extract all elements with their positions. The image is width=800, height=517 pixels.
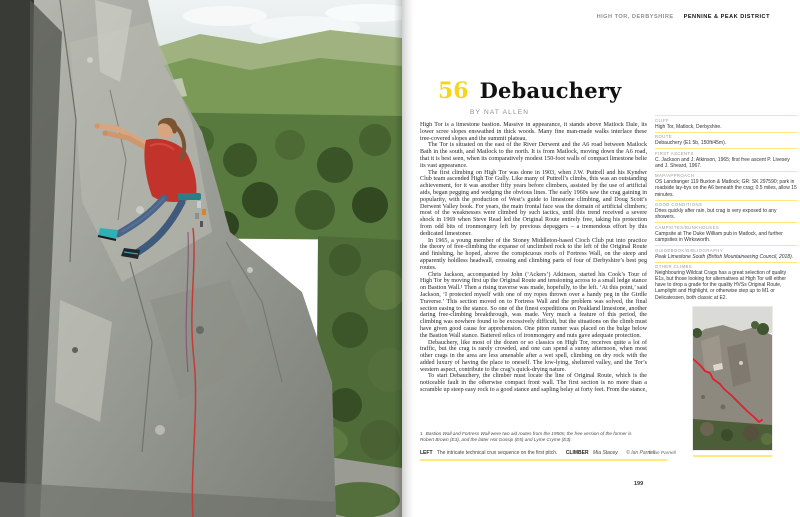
body-paragraph: To start Debauchery, the climber must locate the line of Original Route, which is the noticeable fault in the otherwise compact front wall. The first section is no more than a scramble up steep easy rock to a good stance and sapling belay at forty feet. From the stance, <box>420 373 647 394</box>
caption-climber-label: CLIMBER <box>565 450 589 456</box>
caption-text: The intricate technical crux sequence on the first pitch. <box>436 450 558 456</box>
sidebar-text: Campsite at The Duke William pub in Matlock, and further campsites in Wirksworth. <box>655 230 783 243</box>
route-title-block <box>438 78 621 104</box>
sidebar-entry-campsites <box>655 222 797 245</box>
body-paragraph: Chris Jackson, accompanied by John (‘Ackers’) Atkinson, started his Cook’s Tour of High Tor by moving first up the Original Route and tensioning across to a small ledge stance on Bastion Wall.¹ Then a rising traverse was made, hopefully, to the left. ‘At this point,’ said Jackson, ‘I protected myself with one of my ropes thrown over a handy peg in the Girdle Traverse.’ This section moved on to Fortress Wall and the problem was solved, the final section easing to the stance. So one of the finest expeditions on Peakland limestone, another daring free-climbing breakthrough, was made. Very much a feature of this period, the climbing was nowhere found to be excessively difficult, but the situations on the climb must have given good cause for apprehension. One piton runner was placed on the bulge below the Bastion Wall stance. Battered relics of ironmongery and nuts gave adequate protection. <box>420 271 647 339</box>
sidebar-text: Dries quickly after rain, but crag is very exposed to any showers. <box>655 208 777 221</box>
body-paragraph: In 1965, a young member of the Stoney Middleton-based Cioch Club put into practice the theory of free-climbing the expanse of unclimbed rock to the left of the Original Route and finishing, he hoped, above the conspicuous roofs of Fortress Wall, on the steep and apparently holdless headwall, crossing and climbing parts of four of Derbyshire’s best peg routes. <box>420 237 647 271</box>
caption-rule <box>420 459 667 461</box>
sidebar-text: Neighbouring Wildcat Crags has a great selection of quality E1s, but those looking for alternatives at High Tor will either have to drop a grade for the quality HVSs Original Route, Lamplight and Highlight, or otherwise step up to M1 or Delicatessen, both classic at E2. <box>655 270 787 301</box>
sidebar-entry-map-approach <box>655 171 797 200</box>
sidebar-label: FIRST ASCENTS <box>655 150 694 156</box>
sidebar-entry-good-conditions <box>655 200 797 223</box>
body-paragraph: High Tor is a limestone bastion. Massive in appearance, it stands above Matlock Dale, its lower scree slopes enswathed in thick woods. Many fine man-made walks interlace these tree-covered slopes and the summit plateau. <box>420 122 647 142</box>
sidebar-label: CLIFF <box>655 117 669 123</box>
caption-position-label: LEFT <box>420 450 433 456</box>
page-title: Debauchery <box>479 78 622 103</box>
page-number: 199 <box>634 481 644 487</box>
sidebar-entry-first-ascents <box>655 148 797 171</box>
topo-photo-credit: © Ian Parnell <box>648 451 676 456</box>
sidebar-entry-other-climbs <box>655 262 797 303</box>
route-number: 56 <box>438 78 469 104</box>
topo-photo <box>693 307 772 450</box>
sidebar-label: OTHER CLIMBS <box>655 264 693 270</box>
climbing-harness <box>178 193 201 200</box>
body-paragraph: Debauchery, like most of the dozen or so classics on High Tor, receives quite a lot of traffic, but the crag is rarely crowded, and one can spend a sunny afternoon, when most other crags in the area are less amenable after a wet spell, climbing on dry rock with the added luxury of having the place to oneself. The low-lying, sheltered valley, and the Tor’s western aspect, contribute to the crag’s quick-drying nature. <box>420 339 647 373</box>
sidebar-text: C. Jackson and J. Atkinson, 1965; first free ascent P. Livesey and J. Sheard, 1967. <box>655 156 790 169</box>
body-paragraph: The first climbing on High Tor was done in 1903, when J.W. Puttrell and his Kyndwr Club team ascended High Tor Gully. Like many of Puttrell’s climbs, this was an outstanding achievement, for it was another fifty years before climbers, assisted by the use of artificial aids, began pegging and wedging the obvious lines. The early 1960s saw the crag gaining in popularity, with the production of West’s guide to limestone climbing, and Doug Scott’s Derwent Valley book. For years, the main frontal face was the domain of artificial climbers; most of the weaknesses were climbed by such tactics, until this trend received a severe shock in 1969 when Steve Read led the Original Route entirely free, taking his protection from odd bits of ironmongery left by previous depeggers – a tremendous effort by this dedicated limestoner. <box>420 169 647 237</box>
info-sidebar <box>655 115 797 303</box>
footnote <box>420 431 642 442</box>
sidebar-text: Peak Limestone South (British Mountaineering Council, 2018). <box>655 253 794 260</box>
running-header-location: HIGH TOR, DERBYSHIRE <box>596 14 674 20</box>
sidebar-label: GOOD CONDITIONS <box>655 202 703 208</box>
sidebar-entry-cliff <box>655 115 797 132</box>
topo-photo-art <box>693 307 772 450</box>
sidebar-label: MAP/APPROACH <box>655 173 695 179</box>
running-header <box>597 14 770 20</box>
topo-rule <box>693 455 772 457</box>
sidebar-text: Debauchery (E1 5b, 150ft/45m). <box>655 140 727 147</box>
running-header-section: PENNINE & PEAK DISTRICT <box>683 14 770 20</box>
photo-caption <box>420 450 658 456</box>
quickdraw-gear <box>197 201 201 208</box>
sidebar-text: High Tor, Matlock, Derbyshire. <box>655 123 722 130</box>
body-paragraph: The Tor is situated on the east of the River Derwent and the A6 road between Matlock Bath in the south, and Matlock to the north. It is from Matlock, moving down the A6 road, that it is best seen, when its comparatively modest 150-foot walls of compact limestone belie its vast appearance. <box>420 142 647 169</box>
caption-photo-credit: © Ian Parnell <box>626 450 656 456</box>
caption-climber-name: Mia Stacey <box>593 450 618 456</box>
text-page <box>402 0 800 517</box>
footnote-text: Bastion Wall and Fortress Wall were two aid routes from the 1950s; the free version of the former is Robert Brown (E3), and the latter Hot Gossip (E5) and Lyme Cryme (E3). <box>420 431 632 442</box>
sidebar-entry-route <box>655 132 797 149</box>
sidebar-text: OS Landranger 119 Buxton & Matlock; GR: SK 297590; park in roadside lay-bys on the A6 beneath the crag; 0.5 miles, allow 15 minutes. <box>655 179 797 198</box>
sidebar-label: ROUTE <box>655 134 673 140</box>
sidebar-entry-guidebook <box>655 245 797 262</box>
sidebar-label: GUIDEBOOK/BIBLIOGRAPHY <box>655 247 724 253</box>
sidebar-label: CAMPSITES/BUNKHOUSES <box>655 224 720 230</box>
footnote-marker: 1 <box>420 431 423 436</box>
article-body <box>420 122 647 430</box>
author-byline: BY NAT ALLEN <box>470 109 530 116</box>
